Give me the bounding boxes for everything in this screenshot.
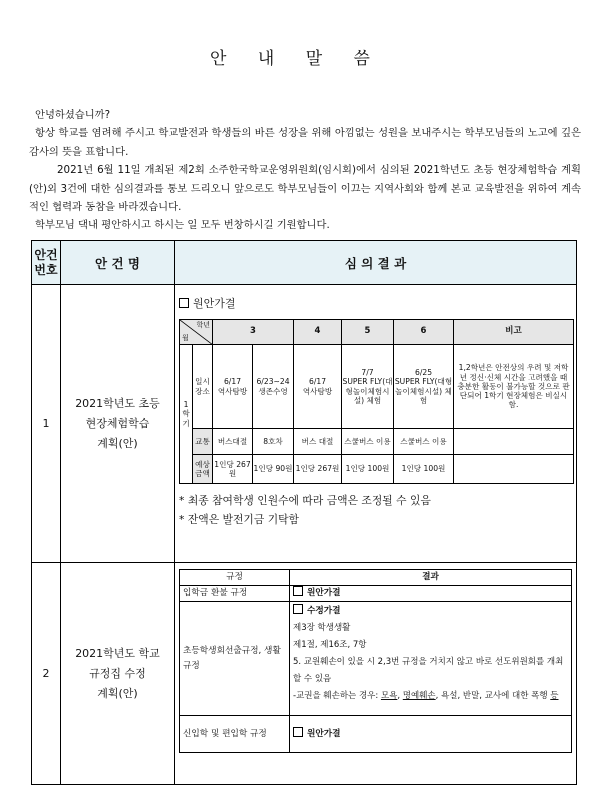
regulation-row — [180, 602, 572, 716]
trip-place: 역사탐방 — [217, 386, 248, 396]
agenda-name-line: 계획(안) — [97, 686, 138, 700]
regulation-table — [179, 569, 572, 753]
header-agenda-no: 안건번호 — [32, 241, 61, 285]
remark-cell: 1,2학년은 안전상의 우려 및 저학년 정신·신체 시간을 고려했을 때 충분한 활동이 불가능할 것으로 판단되어 1학기 현장체험은 비실시함. — [454, 345, 574, 429]
agenda-name-line: 규정집 수정 — [89, 666, 146, 680]
regulation-result — [290, 602, 572, 716]
table-row — [32, 285, 577, 563]
schedule-cell — [253, 345, 294, 429]
semester-label: 1학기 — [180, 345, 193, 484]
grade-header: 5 — [342, 320, 394, 345]
note-line: * 최종 참여학생 인원수에 따라 금액은 조정될 수 있음 — [179, 494, 431, 507]
trip-place: SUPER FLY(대형놀이체험시설) 체험 — [342, 377, 393, 405]
regulation-detail-line: 제3장 학생생활 — [293, 622, 351, 633]
transport-cell: 스쿨버스 이용 — [394, 429, 454, 455]
grade-header: 3 — [213, 320, 294, 345]
schedule-cell — [294, 345, 342, 429]
cost-row — [180, 455, 574, 484]
agenda-result — [175, 563, 577, 785]
schedule-row — [180, 345, 574, 429]
transport-cell: 8호차 — [253, 429, 294, 455]
regulation-result-title: 수정가결 — [307, 606, 341, 617]
schedule-cell — [394, 345, 454, 429]
regulation-details — [293, 620, 568, 705]
agenda-name-line: 계획(안) — [97, 436, 138, 450]
regulation-row — [180, 586, 572, 602]
checkbox-icon — [293, 586, 303, 596]
results-table — [31, 240, 577, 785]
greeting: 안녕하셨습니까? — [35, 109, 111, 121]
regulation-result-status — [293, 604, 568, 619]
schedule-cell — [342, 345, 394, 429]
intro-paragraph-2: 2021년 6월 11일 개최된 제2회 소주한국학교운영위원회(임시회)에서 심의된 2021학년도 초등 현장체험학습 계획(안)외 3건에 대한 심의결과를 통보 드리오니 앞으로도 학부모님들이 이끄는 지역사회와 함께 본교 교육발전을 위하여 계속적인 협력과 동참을 바라겠습니다. — [29, 164, 581, 214]
trip-date: 6/17 — [308, 377, 327, 387]
agenda-number: 1 — [32, 285, 61, 563]
transport-cell: 버스 대절 — [294, 429, 342, 455]
agenda-name-line: 현장체험학습 — [85, 416, 150, 430]
cost-cell: 1인당 267원 — [213, 455, 253, 484]
place-label: 일시 장소 — [193, 345, 213, 429]
trip-date: 6/25 — [414, 368, 433, 378]
regulation-row — [180, 716, 572, 753]
checkbox-icon — [293, 604, 303, 614]
transport-label: 교통 — [193, 429, 213, 455]
regulation-rule: 신입학 및 편입학 규정 — [180, 716, 290, 753]
regulation-header — [180, 570, 572, 586]
regulation-result — [290, 716, 572, 753]
regulation-rule: 입학금 환불 규정 — [180, 586, 290, 602]
notes — [179, 491, 572, 529]
regulation-detail-line: 제1절, 제16조, 7항 — [293, 639, 367, 650]
trip-place: SUPER FLY(대형놀이체험시설) 체험 — [394, 377, 453, 405]
agenda-name — [61, 285, 175, 563]
header-result: 심 의 결 과 — [175, 241, 577, 285]
trip-date: 7/7 — [361, 368, 374, 378]
cost-cell: 1인당 267원 — [294, 455, 342, 484]
regulation-result-title: 원안가결 — [307, 728, 341, 739]
results-table-header — [32, 241, 577, 285]
transport-row — [180, 429, 574, 455]
table-row — [32, 563, 577, 785]
field-trip-header — [180, 320, 574, 345]
intro-paragraph-3: 학부모님 댁내 평안하시고 하시는 일 모두 번창하시길 기원합니다. — [35, 219, 330, 232]
checkbox-icon — [179, 298, 189, 308]
trip-date: 6/23~24 — [256, 377, 290, 387]
regulation-result-title: 원안가결 — [307, 588, 341, 599]
regulation-header-rule: 규정 — [180, 570, 290, 586]
grade-header: 6 — [394, 320, 454, 345]
result-status — [179, 295, 572, 311]
regulation-detail-line: 5. 교원훼손이 있을 시 2,3번 규정을 거치지 않고 바로 선도위원회를 개최할 수 있음 — [293, 656, 564, 684]
agenda-result — [175, 285, 577, 563]
cost-cell: 1인당 90원 — [253, 455, 294, 484]
trip-date: 6/17 — [223, 377, 242, 387]
schedule-cell — [213, 345, 253, 429]
agenda-name-line: 2021학년도 초등 — [75, 396, 160, 410]
trip-place: 생존수영 — [258, 386, 288, 396]
agenda-number: 2 — [32, 563, 61, 785]
regulation-rule: 초등학생회선출규정, 생활규정 — [180, 602, 290, 716]
transport-cell: 버스대절 — [213, 429, 253, 455]
regulation-header-result: 결과 — [290, 570, 572, 586]
regulation-detail-line: -교권을 훼손하는 경우: 모욕, 명예훼손, 욕설, 반말, 교사에 대한 폭행 등 — [293, 690, 559, 701]
field-trip-table — [179, 319, 574, 484]
remark-header: 비고 — [454, 320, 574, 345]
corner-bottom-label: 월 — [182, 333, 189, 342]
corner-top-label: 학년 — [196, 321, 210, 329]
cost-remark — [454, 455, 574, 484]
note-line: * 잔액은 발전기금 기탁함 — [179, 513, 299, 526]
cost-cell: 1인당 100원 — [394, 455, 454, 484]
result-label: 원안가결 — [193, 297, 236, 310]
page-title: 안 내 말 씀 — [210, 49, 383, 69]
regulation-result — [290, 586, 572, 602]
agenda-name-line: 2021학년도 학교 — [75, 646, 160, 660]
intro-section — [29, 106, 581, 235]
trip-place: 역사탐방 — [302, 386, 333, 396]
intro-paragraph-1: 항상 학교를 염려해 주시고 학교발전과 학생들의 바른 성장을 위해 아낌없는 성원을 보내주시는 학부모님들의 노고에 깊은 감사의 뜻을 표합니다. — [29, 127, 581, 158]
cost-label: 예상 금액 — [193, 455, 213, 484]
agenda-name — [61, 563, 175, 785]
transport-cell: 스쿨버스 이용 — [342, 429, 394, 455]
transport-remark — [454, 429, 574, 455]
checkbox-icon — [293, 727, 303, 737]
cost-cell: 1인당 100원 — [342, 455, 394, 484]
grade-header: 4 — [294, 320, 342, 345]
corner-cell — [180, 320, 213, 345]
header-agenda-name: 안 건 명 — [61, 241, 175, 285]
